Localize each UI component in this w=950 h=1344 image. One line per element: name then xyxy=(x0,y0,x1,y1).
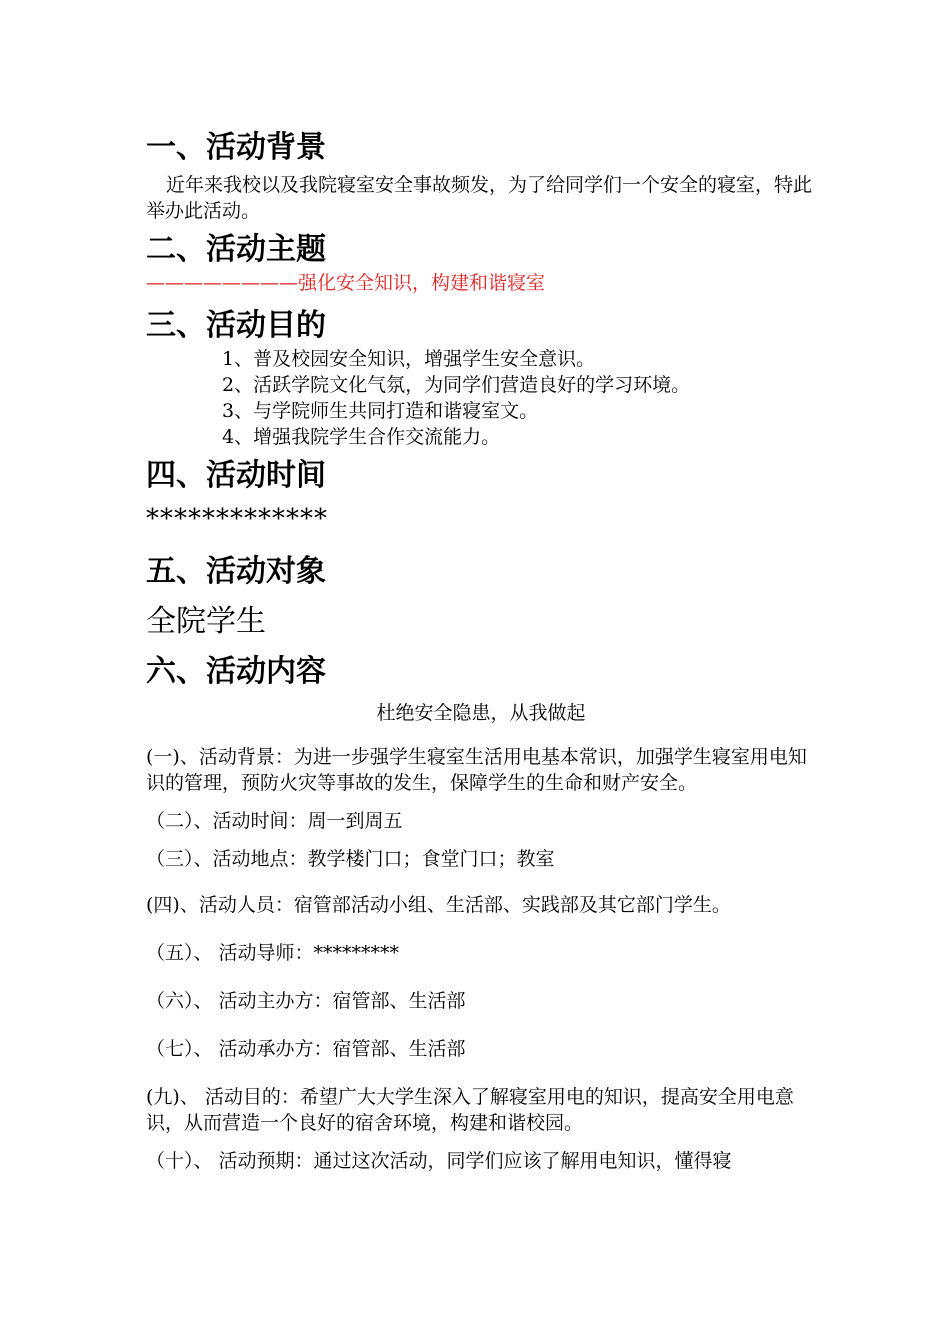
content-item-7: （七）、 活动承办方：宿管部、生活部 xyxy=(146,1038,466,1060)
content-item-9: (九)、 活动目的：希望广大大学生深入了解寝室用电的知识，提高安全用电意识，从而营造一个良好的宿舍环境，构建和谐校园。 xyxy=(146,1086,794,1134)
purpose-item-1: 1、普及校园安全知识，增强学生安全意识。 xyxy=(222,348,596,370)
heading-content: 六、活动内容 xyxy=(146,654,326,689)
purpose-item-2: 2、活跃学院文化气氛，为同学们营造良好的学习环境。 xyxy=(222,374,691,396)
heading-background: 一、活动背景 xyxy=(146,130,326,165)
content-item-10: （十）、 活动预期：通过这次活动，同学们应该了解用电知识，懂得寝 xyxy=(146,1150,732,1172)
content-item-4: (四)、活动人员：宿管部活动小组、生活部、实践部及其它部门学生。 xyxy=(146,894,731,916)
background-text: 近年来我校以及我院寝室安全事故频发，为了给同学们一个安全的寝室，特此举办此活动。 xyxy=(146,174,813,222)
content-item-6: （六）、 活动主办方：宿管部、生活部 xyxy=(146,990,466,1012)
document-page xyxy=(146,128,816,1174)
purpose-item-4: 4、增强我院学生合作交流能力。 xyxy=(222,426,501,448)
target-text: 全院学生 xyxy=(146,604,266,639)
time-text: ************* xyxy=(146,504,328,534)
content-subtitle: 杜绝安全隐患，从我做起 xyxy=(376,702,586,724)
purpose-item-3: 3、与学院师生共同打造和谐寝室文。 xyxy=(222,400,539,422)
content-item-3: （三）、活动地点：教学楼门口；食堂门口；教室 xyxy=(146,848,555,870)
theme-text: ————————强化安全知识，构建和谐寝室 xyxy=(146,272,546,294)
content-item-2: （二）、活动时间：周一到周五 xyxy=(146,810,403,832)
purpose-list xyxy=(146,346,816,450)
heading-target: 五、活动对象 xyxy=(146,554,326,589)
content-item-1: (一)、活动背景：为进一步强学生寝室生活用电基本常识，加强学生寝室用电知识的管理，预防火灾等事故的发生，保障学生的生命和财产安全。 xyxy=(146,746,807,794)
content-item-5: （五）、 活动导师：********* xyxy=(146,942,400,964)
heading-time: 四、活动时间 xyxy=(146,458,326,493)
heading-theme: 二、活动主题 xyxy=(146,232,326,267)
heading-purpose: 三、活动目的 xyxy=(146,308,326,343)
